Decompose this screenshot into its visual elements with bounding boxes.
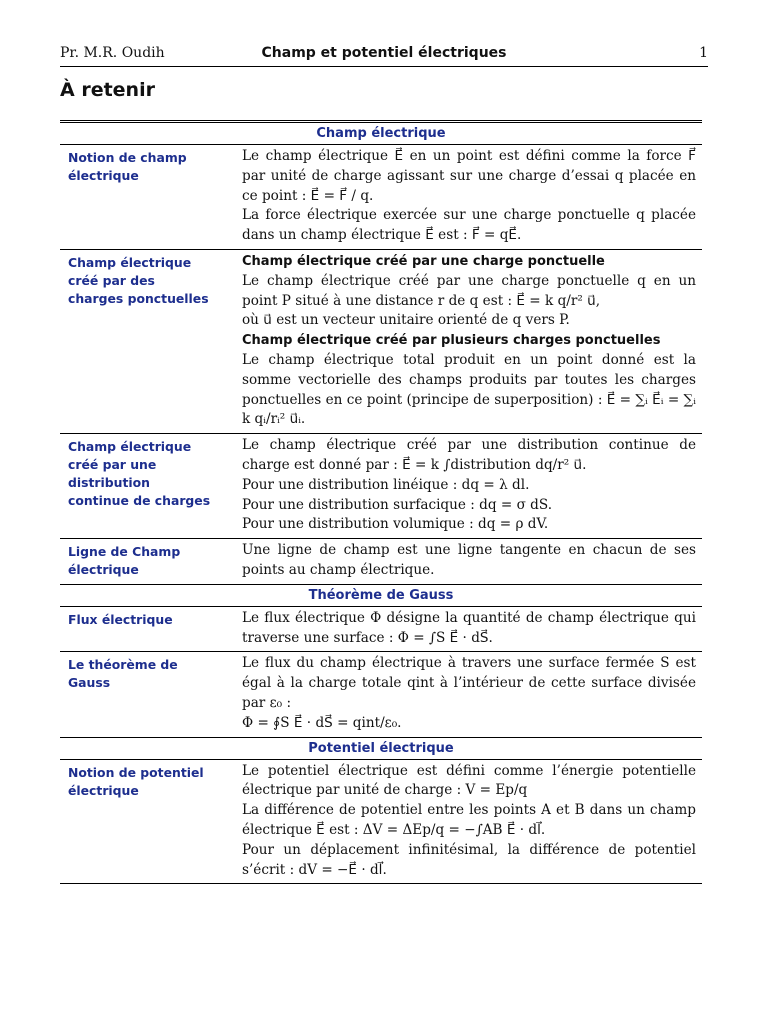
definition-text: Le champ électrique créé par une distribution continue de charge est donné par : E⃗ = k ∫distribution dq/r² u⃗. xyxy=(242,437,696,473)
definition-text: Le champ électrique créé par une charge ponctuelle q en un point P situé à une distance r de q est : E⃗ = k q/r² u⃗, xyxy=(242,272,696,309)
table-row xyxy=(60,434,702,539)
section-heading-champ: Champ électrique xyxy=(60,123,702,145)
definition-text: Pour un déplacement infinitésimal, la différence de potentiel s’écrit : dV = −E⃗ · dl⃗. xyxy=(242,841,696,878)
definition-cell xyxy=(220,147,702,246)
definition-text: Le flux électrique Φ désigne la quantité de champ électrique qui traverse une surface : Φ = ∫S E⃗ · dS⃗. xyxy=(242,609,696,646)
document-title: Champ et potentiel électriques xyxy=(261,45,507,61)
definition-text: Le flux du champ électrique à travers une surface fermée S est égal à la charge totale qint à l’intérieur de cette surface divisée par ε₀ : xyxy=(242,655,696,711)
page-number: 1 xyxy=(699,45,708,61)
definition-subheading: Champ électrique créé par plusieurs charges ponctuelles xyxy=(242,333,661,349)
definition-cell xyxy=(220,609,702,649)
term-cell: Ligne de Champ électrique xyxy=(68,544,181,578)
definition-cell xyxy=(220,252,702,430)
term-cell: Notion de potentiel électrique xyxy=(68,764,204,798)
definition-text: La différence de potentiel entre les points A et B dans un champ électrique E⃗ est : ΔV = ΔEp/q = −∫AB E⃗ · dl⃗. xyxy=(242,802,696,838)
term-cell: Champ électrique créé par une distribution continue de charges xyxy=(68,439,211,509)
table-row xyxy=(60,145,702,250)
section-heading-potentiel: Potentiel électrique xyxy=(60,738,702,760)
definition-cell xyxy=(220,541,702,581)
definition-text: Le potentiel électrique est défini comme l’énergie potentielle électrique par unité de charge : V = Ep/q xyxy=(242,762,696,799)
summary-table xyxy=(60,120,702,884)
definition-text: Le champ électrique E⃗ en un point est défini comme la force F⃗ par unité de charge agissant sur une charge d’essai q placée en ce point : E⃗ = F⃗ / q. xyxy=(242,148,696,204)
definition-subheading: Champ électrique créé par une charge ponctuelle xyxy=(242,253,605,269)
table-row xyxy=(60,250,702,434)
section-heading-gauss: Théorème de Gauss xyxy=(60,585,702,607)
definition-text: Le champ électrique total produit en un point donné est la somme vectorielle des champs produits par toutes les charges ponctuelles en ce point (principe de superposition) : E⃗ = ∑ᵢ E⃗ᵢ = ∑ᵢ k qᵢ/rᵢ² u⃗ᵢ. xyxy=(242,351,696,428)
table-row xyxy=(60,539,702,585)
definition-text: La force électrique exercée sur une charge ponctuelle q placée dans un champ électrique E⃗ est : F⃗ = qE⃗. xyxy=(242,207,696,244)
definition-text: Φ = ∮S E⃗ · dS⃗ = qint/ε₀. xyxy=(242,714,402,731)
term-cell: Flux électrique xyxy=(68,611,173,627)
definition-text: Pour une distribution linéique : dq = λ dl. xyxy=(242,476,530,493)
running-header xyxy=(60,44,708,67)
definition-text: Une ligne de champ est une ligne tangente en chacun de ses points au champ électrique. xyxy=(242,542,696,578)
definition-text: où u⃗ est un vecteur unitaire orienté de q vers P. xyxy=(242,312,570,329)
definition-cell xyxy=(220,762,702,881)
term-cell: Le théorème de Gauss xyxy=(68,657,178,691)
definition-text: Pour une distribution surfacique : dq = σ dS. xyxy=(242,496,553,513)
page-title: À retenir xyxy=(60,79,155,101)
term-cell: Notion de champ électrique xyxy=(68,150,187,183)
definition-cell xyxy=(220,654,702,733)
definition-cell xyxy=(220,436,702,535)
table-row xyxy=(60,760,702,885)
definition-text: Pour une distribution volumique : dq = ρ dV. xyxy=(242,516,549,533)
author-name: Pr. M.R. Oudih xyxy=(60,45,165,61)
table-row xyxy=(60,652,702,737)
table-row xyxy=(60,607,702,653)
term-cell: Champ électrique créé par des charges ponctuelles xyxy=(68,254,209,306)
